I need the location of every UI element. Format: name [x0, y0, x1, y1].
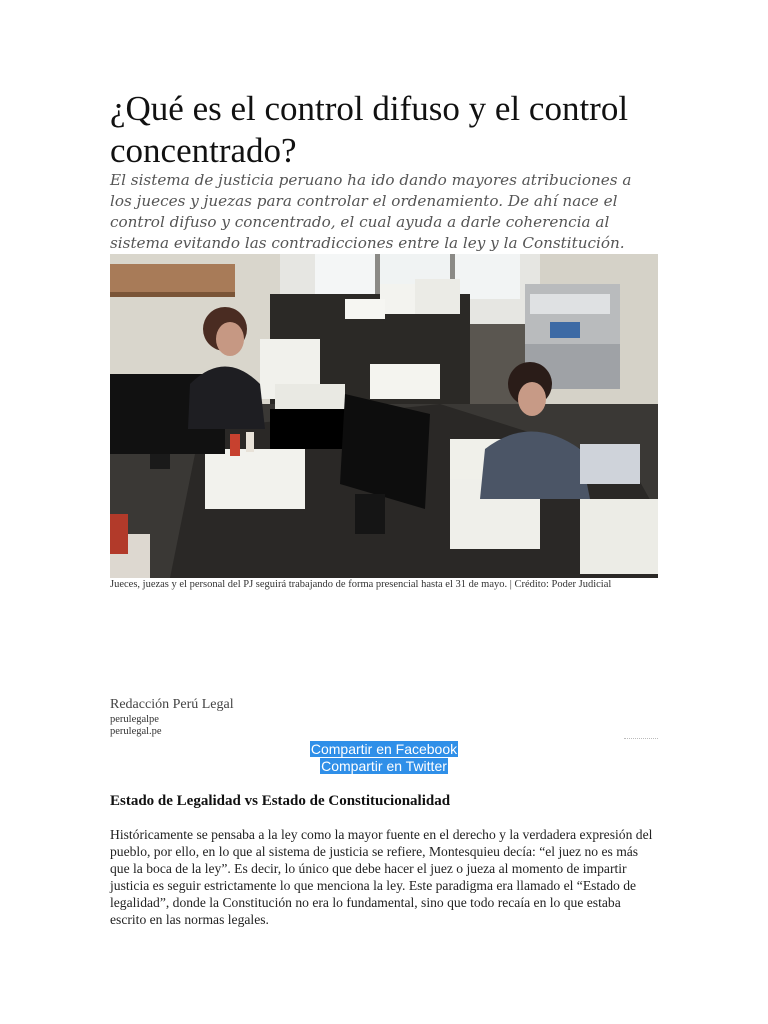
author-site: perulegal.pe [110, 726, 162, 737]
share-facebook-link[interactable]: Compartir en Facebook [310, 741, 458, 757]
office-scene-illustration [110, 254, 658, 578]
article-lede: El sistema de justicia peruano ha ido dando mayores atribuciones a los jueces y juezas para controlar el ordenamiento. De ahí nace el control difuso y concentrado, el cual ayuda a darle coherencia al sistema evitando las contradicciones entre la ley y la Constitución. [110, 171, 632, 252]
author-name: Redacción Perú Legal [110, 697, 234, 712]
article-photo [110, 254, 658, 578]
share-twitter [110, 758, 658, 774]
photo-caption: Jueces, juezas y el personal del PJ seguirá trabajando de forma presencial hasta el 31 de mayo. | Crédito: Poder Judicial [110, 579, 612, 590]
body-paragraph: Históricamente se pensaba a la ley como la mayor fuente en el derecho y la verdadera expresión del pueblo, por ello, en lo que al sistema de justicia se refiere, Montesquieu decía: “el juez no es más que la boca de la ley”. Es decir, lo único que debe hacer el juez o jueza al momento de impartir justicia es seguir estrictamente lo que menciona la ley. Este paradigma era llamado el “Estado de legalidad”, donde la Constitución no era lo fundamental, sino que todo recaía en lo que estaba escrito en las normas legales. [110, 827, 653, 927]
divider [624, 738, 658, 739]
share-facebook [110, 741, 658, 757]
section-heading: Estado de Legalidad vs Estado de Constitucionalidad [110, 793, 451, 809]
share-twitter-link[interactable]: Compartir en Twitter [321, 758, 447, 774]
article-title: ¿Qué es el control difuso y el control concentrado? [110, 89, 629, 170]
author-handle: perulegalpe [110, 714, 159, 725]
